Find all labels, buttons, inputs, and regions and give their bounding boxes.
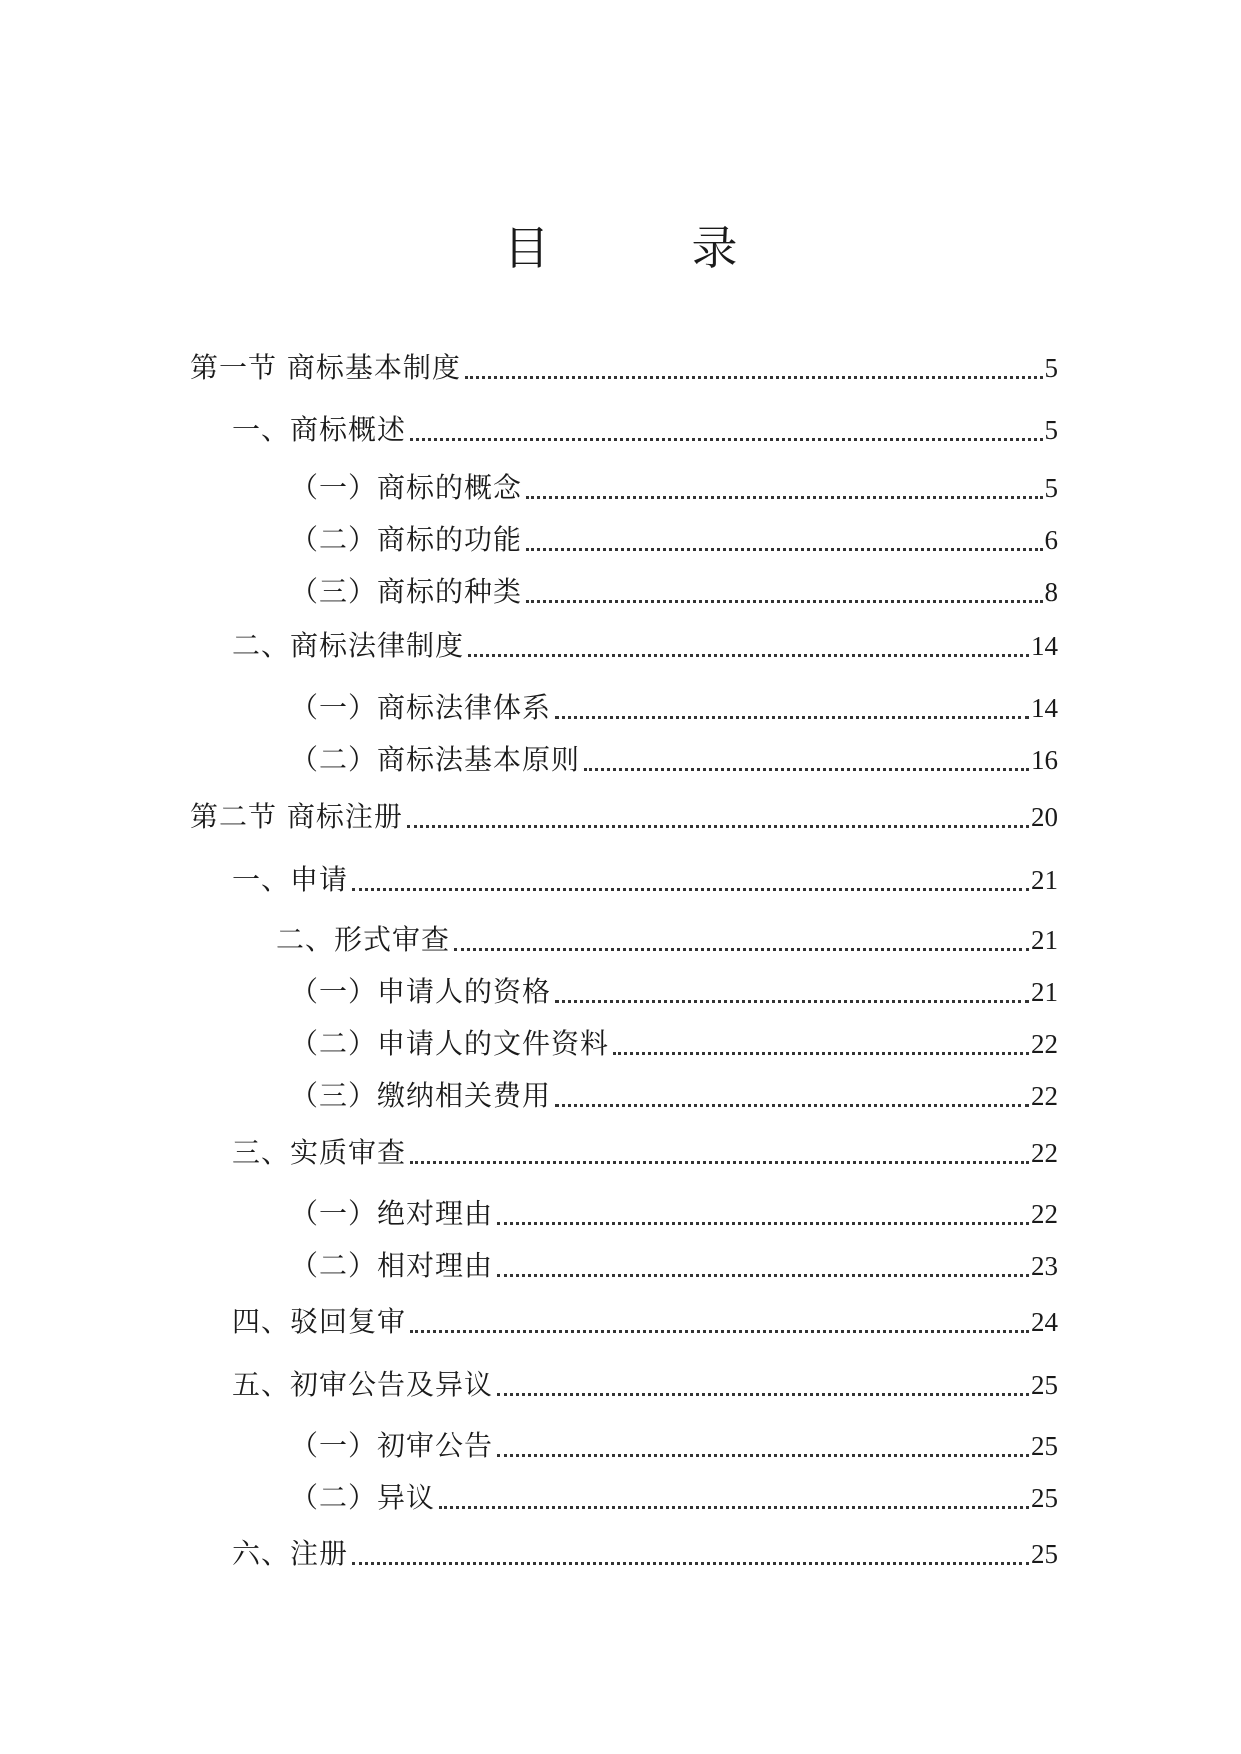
toc-page-number: 16	[1031, 745, 1058, 775]
toc-page-number: 14	[1031, 693, 1058, 723]
dot-leader	[497, 1274, 1029, 1277]
toc-page-number: 5	[1044, 473, 1058, 503]
dot-leader	[465, 376, 1043, 379]
toc-entry-label: （一）商标的概念	[290, 471, 523, 504]
toc-entry-label: （一）绝对理由	[290, 1197, 494, 1230]
dot-leader	[613, 1052, 1029, 1055]
toc-page-number: 5	[1044, 415, 1058, 445]
toc-entry[interactable]	[232, 1365, 1058, 1405]
dot-leader	[439, 1506, 1029, 1509]
dot-leader	[526, 548, 1042, 551]
toc-entry-label: 第一节 商标基本制度	[190, 351, 461, 384]
dot-leader	[410, 438, 1042, 441]
toc-entry-label: 六、注册	[232, 1537, 349, 1570]
toc-entry-label: （二）商标的功能	[290, 523, 523, 556]
toc-entry[interactable]	[276, 920, 1058, 960]
toc-page-number: 25	[1031, 1370, 1058, 1400]
toc-entry[interactable]	[232, 1534, 1058, 1574]
toc-entry[interactable]	[190, 348, 1058, 388]
toc-entry[interactable]	[290, 1024, 1058, 1064]
toc-page-number: 14	[1031, 631, 1058, 661]
toc-entry-label: （一）初审公告	[290, 1429, 494, 1462]
toc-page-number: 6	[1044, 525, 1058, 555]
toc-entry-label: 第二节 商标注册	[190, 800, 403, 833]
toc-entry[interactable]	[290, 740, 1058, 780]
toc-entry[interactable]	[290, 1194, 1058, 1234]
toc-entry-label: （二）申请人的文件资料	[290, 1027, 610, 1060]
dot-leader	[407, 825, 1029, 828]
toc-page-number: 8	[1044, 577, 1058, 607]
toc-page-number: 24	[1031, 1307, 1058, 1337]
toc-entry[interactable]	[190, 797, 1058, 837]
toc-entry-label: （三）缴纳相关费用	[290, 1079, 552, 1112]
dot-leader	[584, 768, 1029, 771]
toc-page-number: 25	[1031, 1431, 1058, 1461]
dot-leader	[497, 1454, 1029, 1457]
toc-entry[interactable]	[290, 1478, 1058, 1518]
toc-page-number: 22	[1031, 1199, 1058, 1229]
toc-entry[interactable]	[290, 1076, 1058, 1116]
toc-page-number: 23	[1031, 1251, 1058, 1281]
toc-entry-label: 二、形式审查	[276, 923, 451, 956]
dot-leader	[526, 496, 1042, 499]
toc-entry[interactable]	[290, 1246, 1058, 1286]
toc-entry[interactable]	[232, 626, 1058, 666]
toc-page-number: 21	[1031, 925, 1058, 955]
dot-leader	[410, 1161, 1029, 1164]
toc-page-number: 5	[1044, 353, 1058, 383]
toc-entry-label: 一、申请	[232, 863, 349, 896]
toc-entry-label: 二、商标法律制度	[232, 629, 465, 662]
toc-page-number: 22	[1031, 1029, 1058, 1059]
toc-entry-label: 三、实质审查	[232, 1136, 407, 1169]
toc-entry[interactable]	[290, 468, 1058, 508]
toc-page-number: 21	[1031, 977, 1058, 1007]
dot-leader	[497, 1222, 1029, 1225]
toc-entry-label: 四、驳回复审	[232, 1305, 407, 1338]
toc-page-number: 25	[1031, 1539, 1058, 1569]
toc-entry[interactable]	[232, 1133, 1058, 1173]
toc-entry-label: （一）申请人的资格	[290, 975, 552, 1008]
toc-title: 目 录	[503, 221, 786, 275]
toc-page-number: 20	[1031, 802, 1058, 832]
toc-entry[interactable]	[232, 860, 1058, 900]
toc-entry[interactable]	[232, 1302, 1058, 1342]
toc-entry[interactable]	[290, 572, 1058, 612]
toc-entry[interactable]	[232, 410, 1058, 450]
dot-leader	[555, 1104, 1029, 1107]
toc-entry-label: （二）异议	[290, 1481, 436, 1514]
dot-leader	[555, 1000, 1029, 1003]
toc-entry-label: 一、商标概述	[232, 413, 407, 446]
dot-leader	[468, 654, 1029, 657]
toc-page-number: 22	[1031, 1138, 1058, 1168]
toc-entry[interactable]	[290, 1426, 1058, 1466]
toc-entry-label: （一）商标法律体系	[290, 691, 552, 724]
toc-page-number: 25	[1031, 1483, 1058, 1513]
dot-leader	[497, 1393, 1029, 1396]
toc-entry-label: （三）商标的种类	[290, 575, 523, 608]
toc-entry-label: （二）相对理由	[290, 1249, 494, 1282]
dot-leader	[555, 716, 1029, 719]
toc-entry-label: 五、初审公告及异议	[232, 1368, 494, 1401]
dot-leader	[352, 888, 1029, 891]
dot-leader	[454, 948, 1029, 951]
dot-leader	[526, 600, 1042, 603]
toc-page-number: 21	[1031, 865, 1058, 895]
toc-entry[interactable]	[290, 972, 1058, 1012]
dot-leader	[410, 1330, 1029, 1333]
toc-entry[interactable]	[290, 688, 1058, 728]
dot-leader	[352, 1562, 1029, 1565]
toc-entry[interactable]	[290, 520, 1058, 560]
toc-page-number: 22	[1031, 1081, 1058, 1111]
toc-entry-label: （二）商标法基本原则	[290, 743, 581, 776]
